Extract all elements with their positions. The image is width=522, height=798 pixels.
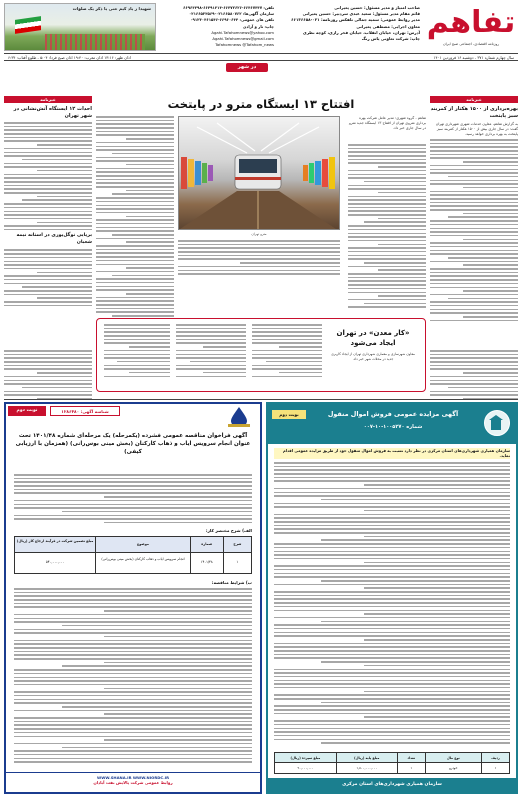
table-cell: ۱: [223, 553, 251, 574]
main-lead: تفاهم - گروه شهری: مدیر عامل شرکت بهره برداری متروی تهران از افتتاح ۱۳ ایستگاه جدید مترو در سال جاری خبر داد.: [349, 116, 426, 130]
ad-tender-section1: الف) شرح مختصر کار:: [205, 528, 252, 533]
ad-tender-badge: نوبت دوم: [8, 406, 46, 416]
main-col-middle: [178, 240, 340, 277]
main-headline: افتتاح ۱۳ ایستگاه مترو در پایتخت: [167, 97, 355, 111]
left-column-lower: [4, 350, 92, 405]
left-column-body-2: [4, 249, 92, 306]
section-rule: [4, 72, 518, 73]
oil-drop-icon: [224, 406, 254, 428]
table-cell: ۱۴۰۱/۴۸: [190, 553, 223, 574]
staff-line: معاون اجرایی: مصطفی پعیرانی: [356, 23, 420, 29]
web-line[interactable]: Agahi.Tafahomnews@yahoo.com: [211, 29, 274, 35]
ad-tender-footer: [6, 772, 260, 792]
boxed-quote-col-3: [104, 324, 170, 379]
ad-tender-footer-note: روابط عمومی شرکت پالایش نفت آبادان: [93, 780, 173, 786]
web-line[interactable]: Tafahomnews @Tafahom_news: [215, 42, 274, 48]
table-header-cell: مبلغ پایه (ریال): [336, 753, 397, 762]
right-column-lower: [430, 350, 518, 405]
table-header-cell: شرح: [223, 537, 251, 552]
section-strip: [4, 63, 518, 72]
contact-line: تلفن: ۶۶۴۶۷۴۳۷-۶۶۴۷۲۶۲۶-۶۶۴۹۱۳۱۴-۶۶۹۶۳۳۹۸: [183, 5, 274, 10]
table-header-cell: نوع مال: [425, 753, 481, 762]
ad-auction: [266, 402, 518, 794]
date-line: سال چهارم شماره ۳۷۱ - دوشنبه ۱۶ فروردین ۱۴۰۱: [433, 55, 514, 60]
contact-line: تلفن های عمومی: ۶۶۹۶۰۶۴۴-۰۹۱۲۳۰۴۶۱۵۴۶: [190, 17, 274, 23]
left-column-headline: احداث ۱۲ ایستگاه آتش‌نشانی در شهر تهران: [13, 106, 92, 119]
banner-field-icon: [45, 34, 145, 50]
masthead-banner: [4, 3, 156, 51]
ads-divider: [4, 399, 518, 400]
table-header-cell: شماره: [190, 537, 223, 552]
banner-quote: شهیدا ز یاد کیم حتی یا ذکر یک صلوات: [72, 6, 151, 11]
ad-tender-table: [14, 536, 252, 574]
main-col-left: [96, 116, 174, 319]
ad-auction-subtitle: شماره ۱۰۰۵۲۷۰-۱۰-۰۰۷: [363, 424, 423, 430]
table-header-cell: موضوع: [95, 537, 189, 552]
ad-auction-title: آگهی مزایده عمومی فروش اموال منقول: [327, 410, 459, 418]
right-column-headline: بهره‌برداری از ۱۵۰۰ هکتار از کمربند سبز پایتخت: [430, 106, 518, 119]
right-column-label: خبرنامه: [430, 96, 518, 103]
boxed-quote-lead: معاون شهرسازی و معماری شهرداری تهران از ایجاد کاربری جدید در محلات شهر خبر داد.: [331, 352, 415, 361]
boxed-quote-col-2: [176, 324, 246, 379]
issue-line: اذان ظهر: ۱۳:۱۶ اذان مغرب: ۱۹:۴۰ اذان صبح فردا: ۵:۰۴ - طلوع آفتاب: ۶:۳۴: [8, 55, 131, 60]
right-column-body: [430, 139, 518, 321]
ad-tender-intro: [14, 474, 252, 526]
table-header-cell: مبلغ سپرده (ریال): [290, 756, 321, 760]
main-article: [96, 96, 426, 348]
staff-line: چاپ: شرکت تعاونی یاس رنگ: [361, 36, 420, 42]
ad-tender-stamp: شناسه آگهی: ۱۲۸۶۴۸۰: [50, 406, 120, 416]
date-bar: [4, 53, 518, 61]
left-column-body: [4, 122, 92, 230]
ad-auction-header: [268, 404, 516, 444]
ad-tender-terms: [14, 588, 252, 765]
table-header-cell: ردیف: [481, 753, 509, 762]
table-header-cell: مبلغ تضمین شرکت در فرآیند ارجاع کار (ریال): [16, 539, 94, 543]
metro-photo-svg: [178, 117, 339, 230]
table-cell: ۱,۸۰۰,۰۰۰,۰۰۰: [336, 763, 397, 774]
table-cell: ۱: [397, 763, 425, 774]
ad-auction-lead: سازمان همیاری شهرداری‌های استان مرکزی در نظر دارد نسبت به فروش اموال منقول خود از طریق مزایده عمومی اقدام نماید.: [274, 448, 510, 459]
ad-tender-logo-icon: [224, 406, 254, 428]
ad-auction-badge-label: نوبت دوم: [272, 410, 306, 419]
ad-auction-logo-icon: [484, 410, 510, 436]
ad-auction-table: [274, 752, 510, 774]
ad-tender-section2: ب) شرایط مناقصه:: [211, 580, 252, 585]
train: [235, 155, 281, 189]
boxed-quote: [96, 318, 426, 392]
banner-flag-icon: [15, 16, 41, 34]
table-header-cell: تعداد: [397, 753, 425, 762]
left-column-label: خبرنامه: [4, 96, 92, 103]
ad-tender-footer-site[interactable]: WWW.SHANA.IR WWW.NIORDC.IR: [97, 775, 169, 780]
table-cell: ۱: [481, 763, 509, 774]
masthead-logo-block: [426, 4, 516, 50]
staff-line: آدرس: تهران، خیابان انقلاب، خیابان فخر رازی، کوچه نظری: [303, 29, 420, 35]
boxed-quote-title: «کار معدن» در تهران ایجاد می‌شود: [336, 329, 410, 347]
table-cell: ۹۰,۰۰۰,۰۰۰: [297, 766, 314, 770]
web-line[interactable]: Agahi.Tafahomnews@gmail.com: [212, 36, 274, 42]
section-label: در شهر: [226, 63, 268, 72]
main-col-right: [348, 144, 426, 310]
left-column: [4, 96, 92, 348]
masthead-logo: تفاهم: [426, 5, 516, 40]
staff-line: مدیر روابط عمومی: سمیه جمالی تلفکس روزنامه: ۰۲۱-۶۶۱۳۶۶۵۸: [291, 17, 420, 23]
ad-tender: [4, 402, 262, 794]
masthead-staff: [280, 5, 420, 55]
masthead-logo-sub: روزنامه اقتصادی، اجتماعی صبح ایران: [443, 42, 499, 46]
contact-line: سازمان آگهی‌ها: ۰۲۱۶۶۵۸۰۷۶۲-۰۲۱۶۶۵۲۳۵۶۹: [188, 11, 274, 17]
contact-line: چاپ: تار و آزادی: [242, 23, 274, 29]
left-column-headline-2: برپایی نوگل‌پوری در استانه نیمه شعبان: [16, 233, 92, 245]
platform: [178, 191, 339, 230]
boxed-quote-col-1: [252, 324, 322, 379]
ad-auction-body: [274, 462, 510, 746]
masthead: [0, 0, 522, 62]
table-cell: انجام سرویس ایاب و ذهاب کارکنان (بخش مینی بوس‌رانی): [95, 553, 189, 574]
masthead-contacts: [164, 5, 274, 55]
ad-auction-footer: سازمان همیاری شهرداری‌های استان مرکزی: [268, 778, 516, 792]
photo-caption: مترو تهران: [251, 232, 267, 236]
table-cell: ۵۴۰,۰۰۰,۰۰۰: [45, 560, 65, 564]
staff-line: صاحب امتیاز و مدیر مسئول: حسین پعیرانی: [334, 5, 420, 10]
metro-photo: [178, 116, 340, 230]
right-column-lead: به گزارش تفاهم، معاون خدمات شهری شهرداری تهران گفت: در سال جاری بیش از ۱۵۰۰ هکتار از کمربند سبز پایتخت به بهره برداری خواهد رسید.: [435, 122, 518, 136]
ad-tender-title: آگهی فراخوان مناقصه عمومی فشرده (یکمرحله) یک مرحله‌ای شماره ۱۴۰۱/۴۸ تحت عنوان انجام سرویس ایاب و ذهاب کارکنان (بخش مینی بوس‌رانی) (همزمان با ارزیابی کیفی): [15, 433, 251, 455]
ceiling-lights: [197, 123, 319, 153]
table-cell: خودرو: [425, 763, 481, 774]
right-column: [430, 96, 518, 348]
building-icon: [484, 411, 509, 436]
staff-line: قائم مقام مدیر مسئول: سعید عبدی سردبیر: حسین پعیرانی: [302, 11, 420, 17]
